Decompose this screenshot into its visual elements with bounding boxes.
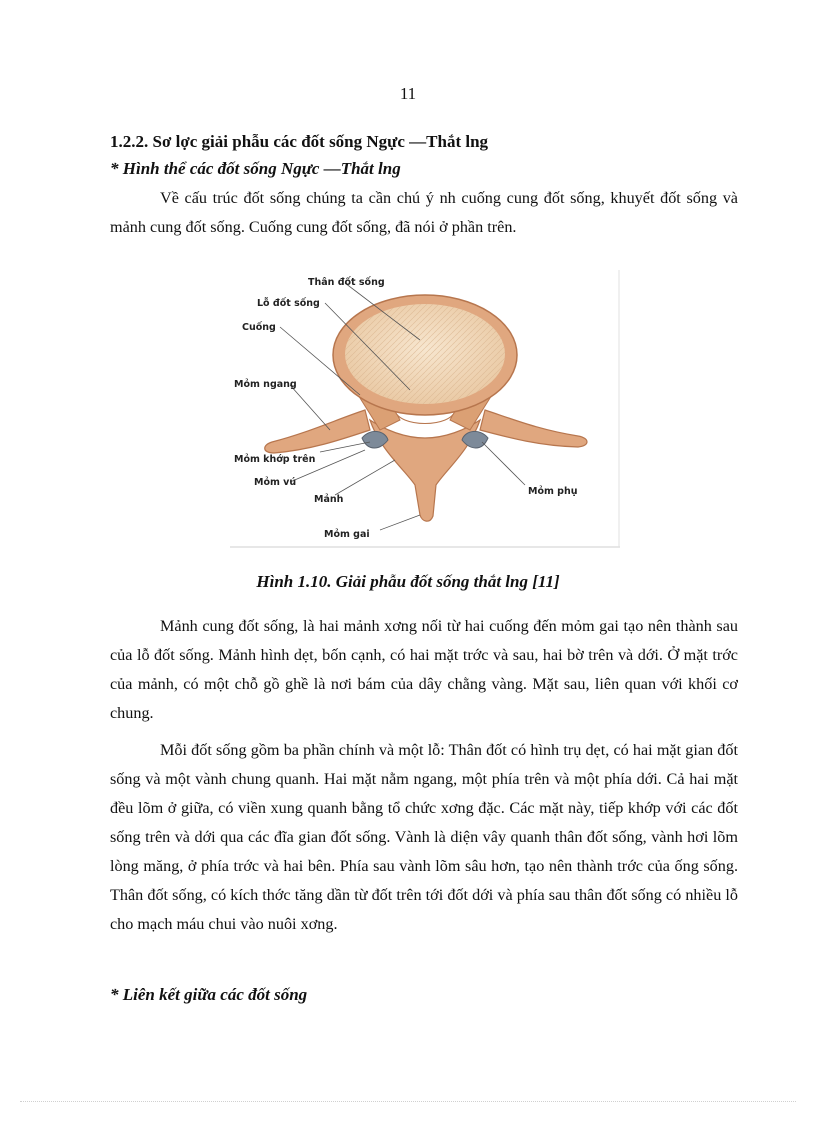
label-transverse-process: Mỏm ngang (234, 379, 297, 390)
neural-arch (370, 420, 480, 521)
label-spinous: Mỏm gai (324, 529, 370, 540)
label-mammillary: Mỏm vú (254, 477, 297, 488)
vertebra-figure (230, 270, 620, 548)
label-vertebral-foramen: Lỗ đốt sống (257, 298, 320, 309)
figure-caption: Hình 1.10. Giải phẫu đốt sống thắt lng [11] (256, 572, 560, 591)
paragraph-3: Mỗi đốt sống gồm ba phần chính và một lỗ: Thân đốt có hình trụ dẹt, có hai mặt gian đốt sống và một vành chung quanh. Hai mặt nằm ngang, một phía trên và một phía dới. Cả hai mặt đều lõm ở giữa, có viền xung quanh bằng tổ chức xơng đặc. Các mặt này, tiếp khớp với các đốt sống trên và dới qua các đĩa gian đốt sống. Vành là diện vây quanh thân đốt sống, vành hơi lõm lòng măng, ở phía trớc và hai bên. Phía sau vành lõm sâu hơn, tạo nên thành trớc của ống sống. Thân đốt sống, có kích thớc tăng dần từ đốt trên tới đốt dới và phía sau thân đốt sống có nhiều lỗ cho mạch máu chui vào nuôi xơng. (110, 741, 738, 933)
label-accessory: Mỏm phụ (528, 486, 578, 497)
label-superior-articular: Mỏm khớp trên (234, 454, 316, 465)
transverse-process-left (265, 410, 370, 453)
label-pedicle: Cuống (242, 322, 276, 333)
paragraph-2: Mảnh cung đốt sống, là hai mảnh xơng nối từ hai cuống đến mỏm gai tạo nên thành sau của lỗ đốt sống. Mảnh hình dẹt, bốn cạnh, có hai mặt trớc và sau, hai bờ trên và dới. Ở mặt trớc của mảnh, có một chỗ gồ ghề là nơi bám của dây chằng vàng. Mặt sau, liên quan với khối cơ chung. (110, 617, 738, 722)
page-number: 11 (399, 84, 417, 103)
section-heading: 1.2.2. Sơ lợc giải phẫu các đốt sống Ngực —Thắt lng (110, 132, 489, 151)
label-lamina: Mảnh (314, 494, 344, 505)
lumbar-vertebra-illustration (230, 270, 620, 548)
transverse-process-right (480, 410, 587, 447)
paragraph-1: Về cấu trúc đốt sống chúng ta cần chú ý nh cuống cung đốt sống, khuyết đốt sống và mảnh cung đốt sống. Cuống cung đốt sống, đã nói ở phần trên. (110, 189, 738, 236)
subheading-shape: * Hình thể các đốt sống Ngực —Thắt lng (110, 159, 401, 178)
page-footer-rule (20, 1101, 796, 1102)
label-vertebral-body: Thân đốt sống (308, 277, 385, 288)
subheading-links: * Liên kết giữa các đốt sống (110, 985, 308, 1004)
